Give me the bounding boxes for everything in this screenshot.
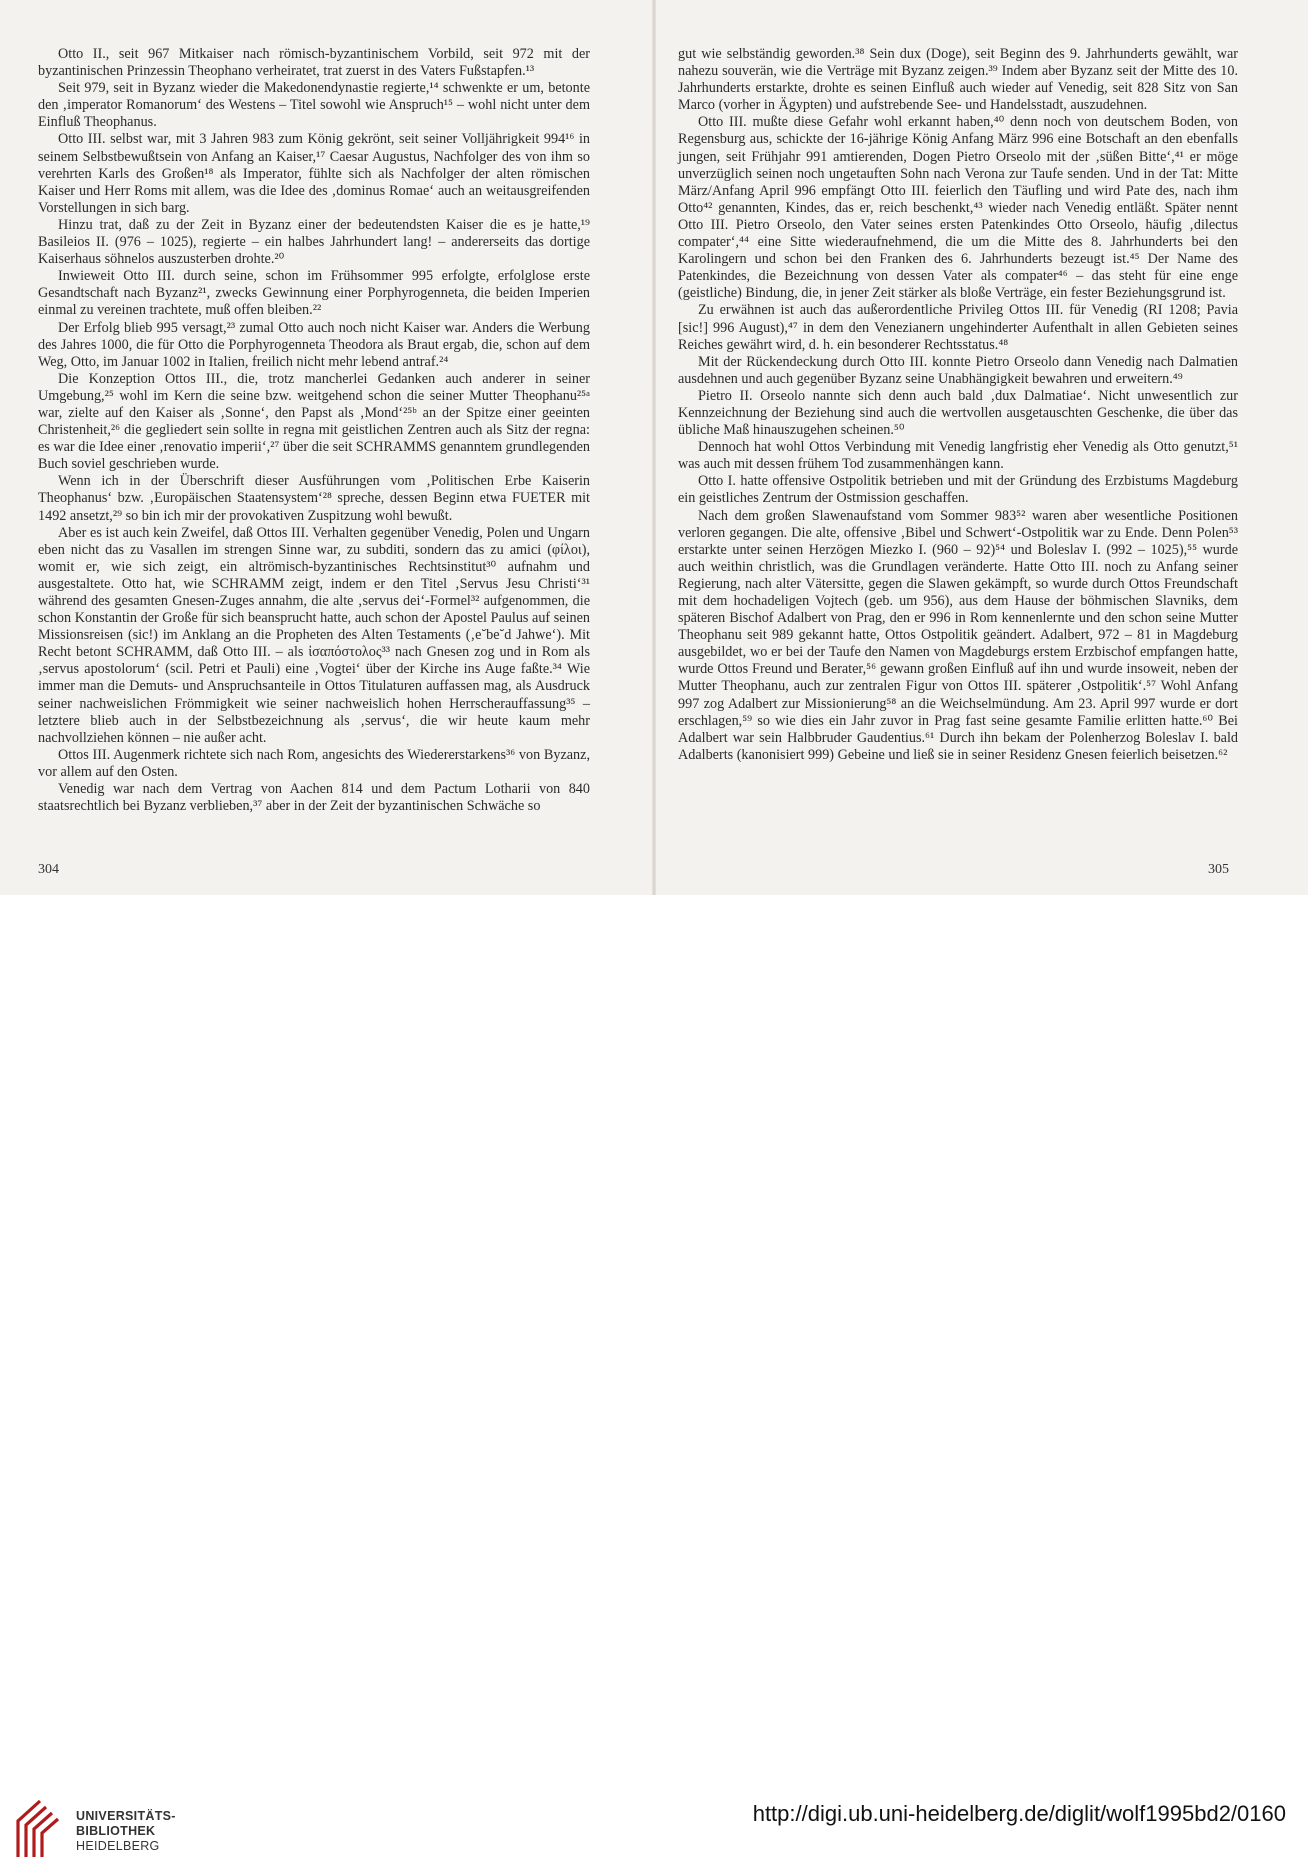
left-paragraph: Wenn ich in der Überschrift dieser Ausführungen vom ‚Politischen Erbe Kaiserin Theophanus‘ bzw. ‚Europäischen Staatensystem‘²⁸ spreche, dessen Beginn etwa FUETER mit 1492 ansetzt,²⁹ so bin ich mir der provokativen Zuspitzung wohl bewußt.	[38, 473, 590, 524]
library-name-line: HEIDELBERG	[76, 1839, 160, 1853]
permalink-url[interactable]: http://digi.ub.uni-heidelberg.de/diglit/wolf1995bd2/0160	[752, 1801, 1286, 1826]
viewer-footer	[0, 895, 1308, 1853]
left-paragraph: Seit 979, seit in Byzanz wieder die Makedonendynastie regierte,¹⁴ schwenkte er um, betonte den ‚imperator Romanorum‘ des Westens – Titel sowohl wie Anspruch¹⁵ – wohl nicht unter dem Einfluß Theophanus.	[38, 80, 590, 131]
left-paragraph: Hinzu trat, daß zu der Zeit in Byzanz einer der bedeutendsten Kaiser die es je hatte,¹⁹ Basileios II. (976 – 1025), regierte – ein halbes Jahrhundert lang! – andererseits das dortige Kaiserhaus söhnelos auszusterben drohte.²⁰	[38, 216, 590, 268]
left-paragraph: Otto II., seit 967 Mitkaiser nach römisch-byzantinischem Vorbild, seit 972 mit der byzantinischen Prinzessin Theophano verheiratet, trat zuerst in des Vaters Fußstapfen.¹³	[38, 46, 590, 80]
right-page	[678, 46, 1238, 764]
ub-heidelberg-logo-icon[interactable]	[14, 1797, 64, 1859]
book-spread	[0, 0, 1308, 895]
left-paragraph: Aber es ist auch kein Zweifel, daß Ottos III. Verhalten gegenüber Venedig, Polen und Ungarn eben nicht das zu Vasallen im strengen Sinne war, zu subditi, sondern das zu amici (φίλοι), womit er, wie sich zeigt, ein altrömisch-byzantinisches Rechtsinstitut³⁰ aufnahm und ausgestaltete. Otto hat, wie SCHRAMM zeigt, indem er den Titel ‚Servus Jesu Christi‘³¹ während des gesamten Gnesen-Zuges annahm, die alte ‚servus dei‘-Formel³² aufgenommen, die schon Konstantin der Große für sich beansprucht hatte, auch schon der Apostel Paulus auf seinen Missionsreisen (sic!) im Anklang an die Propheten des Alten Testaments (‚e˘be˘d Jahwe‘). Mit Recht betont SCHRAMM, daß Otto III. – als ἰσαπόστολος³³ nach Gnesen zog und in Rom als ‚servus apostolorum‘ (scil. Petri et Pauli) eine ‚Vogtei‘ über der Kirche ins Auge faßte.³⁴ Wie immer man die Demuts- und Anspruchsanteile in Ottos Titulaturen auffassen mag, als Ausdruck seiner nachweislichen Frömmigkeit wie seiner nachweislich hohen Herrscherauffassung³⁵ – letztere blieb auch in der Selbstbezeichnung als ‚servus‘, die wir heute kaum mehr nachvollziehen können – nie außer acht.	[38, 524, 590, 746]
right-paragraph: Otto III. mußte diese Gefahr wohl erkannt haben,⁴⁰ denn noch von deutschem Boden, von Regensburg aus, schickte der 16-jährige König Anfang März 996 eine Botschaft an den ebenfalls jungen, seit Frühjahr 991 amtierenden, Dogen Pietro Orseolo mit der ‚süßen Bitte‘,⁴¹ er möge unverzüglich seinen noch ungetauften Sohn nach Verona zur Taufe senden. Und in der Tat: Mitte März/Anfang April 996 empfängt Otto III. feierlich den Täufling und wird Pate des, nach ihm Otto⁴² genannten, Kindes, das er, reich beschenkt,⁴³ wieder nach Venedig entläßt. Später nennt Otto III. Pietro Orseolo, den Vater seines ersten Patenkindes Otto Orseolo, häufig ‚dilectus compater‘,⁴⁴ eine Sitte wiederaufnehmend, die um die Mitte des 8. Jahrhunderts bei den Karolingern und schon bei den Franken des 6. Jahrhunderts bezeugt ist.⁴⁵ Der Name des Patenkindes, die Bezeichnung von dessen Vater als compater⁴⁶ – das steht für eine enge (geistliche) Bindung, die, in jener Zeit stärker als bloße Verträge, ein fester Beziehungsgrund ist.	[678, 114, 1238, 302]
left-paragraph: Venedig war nach dem Vertrag von Aachen 814 und dem Pactum Lotharii von 840 staatsrechtlich bei Byzanz verblieben,³⁷ aber in der Zeit der byzantinischen Schwäche so	[38, 781, 590, 815]
right-paragraph: Zu erwähnen ist auch das außerordentliche Privileg Ottos III. für Venedig (RI 1208; Pavia [sic!] 996 August),⁴⁷ in dem den Venezianern ungehinderter Aufenthalt in allen Gebieten seines Reiches gewährt wird, d. h. ein besonderer Rechtsstatus.⁴⁸	[678, 302, 1238, 353]
left-paragraph: Die Konzeption Ottos III., die, trotz mancherlei Gedanken auch anderer in seiner Umgebung,²⁵ wohl im Kern die seine bzw. weitgehend schon die seiner Mutter Theophanu²⁵ᵃ war, zielte auf den Kaiser als ‚Sonne‘, den Papst als ‚Mond‘²⁵ᵇ an der Spitze einer geeinten Christenheit,²⁶ die gegliedert sein sollte in regna mit geistlichen Zentren auch als Sitz der regna: es war die Idee einer ‚renovatio imperii‘,²⁷ über die seit SCHRAMMS genanntem grundlegenden Buch soviel geschrieben wurde.	[38, 370, 590, 473]
library-name-line: UNIVERSITÄTS-	[76, 1809, 176, 1823]
right-paragraph: Dennoch hat wohl Ottos Verbindung mit Venedig langfristig eher Venedig als Otto genutzt,⁵¹ was auch mit dessen frühem Tod zusammenhängen kann.	[678, 439, 1238, 473]
right-paragraph: Mit der Rückendeckung durch Otto III. konnte Pietro Orseolo dann Venedig nach Dalmatien ausdehnen und auch gegenüber Byzanz seine Unabhängigkeit bewahren und erweitern.⁴⁹	[678, 353, 1238, 387]
library-name-line: BIBLIOTHEK	[76, 1824, 156, 1838]
left-page	[38, 46, 590, 815]
right-paragraph: Nach dem großen Slawenaufstand vom Sommer 983⁵² waren aber wesentliche Positionen verloren gegangen. Die alte, offensive ‚Bibel und Schwert‘-Ostpolitik war zu Ende. Denn Polen⁵³ erstarkte unter seinen Herzögen Miezko I. (960 – 92)⁵⁴ und Boleslav I. (992 – 1025),⁵⁵ wurde auch weithin christlich, was die Grundlagen veränderte. Hatte Otto III. noch zu Anfang seiner Regierung, nach alter Vätersitte, gegen die Slawen gekämpft, so wurde durch Ottos Freundschaft mit dem hochadeligen Vojtech (geb. um 956), aus dem Hause der böhmischen Slavniks, dem späteren Bischof Adalbert von Prag, den er 996 in Rom kennenlernte und den schon seine Mutter Theophanu seit 989 gekannt hatte, Ottos Ostpolitik geändert. Adalbert, 972 – 81 in Magdeburg ausgebildet, wo er bei der Taufe den Namen von Magdeburgs erstem Erzbischof empfangen hatte, wurde Ottos Freund und Berater,⁵⁶ gewann großen Einfluß auf ihn und wurde insoweit, neben der Mutter Theophanu, auch zur zentralen Figur von Ottos III. späterer ‚Ostpolitik‘.⁵⁷ Wohl Anfang 997 zog Adalbert zur Missionierung⁵⁸ an die Weichselmündung. Am 23. April 997 wurde er dort erschlagen,⁵⁹ so wie dies ein Jahr zuvor in Prag fast seine gesamte Familie erlitten hatte.⁶⁰ Bei Adalbert war sein Halbbruder Gaudentius.⁶¹ Durch ihn bekam der Polenherzog Boleslav I. bald Adalberts (kanonisiert 999) Gebeine und ließ sie in seiner Residenz Gnesen feierlich beisetzen.⁶²	[678, 507, 1238, 763]
page-number-left: 304	[38, 862, 59, 877]
right-paragraph: gut wie selbständig geworden.³⁸ Sein dux (Doge), seit Beginn des 9. Jahrhunderts gewählt, war nahezu souverän, wie die Verträge mit Byzanz zeigen.³⁹ Indem aber Byzanz seit der Mitte des 10. Jahrhunderts erstarkte, drohte es seinen Einfluß auch wieder auf Venedig, seit 828 Sitz von San Marco (vorher in Ägypten) und aufstrebende See- und Handelsstadt, auszudehnen.	[678, 46, 1238, 114]
left-paragraph: Ottos III. Augenmerk richtete sich nach Rom, angesichts des Wiedererstarkens³⁶ von Byzanz, vor allem auf den Osten.	[38, 746, 590, 780]
page-gutter	[652, 0, 656, 895]
left-paragraph: Otto III. selbst war, mit 3 Jahren 983 zum König gekrönt, seit seiner Volljährigkeit 994¹⁶ in seinem Selbstbewußtsein von Anfang an Kaiser,¹⁷ Caesar Augustus, Nachfolger des von ihm so verehrten Karls des Großen¹⁸ als Imperator, fühlte sich als Nachfolger der alten römischen Kaiser und Herr Roms mit allem, was die Idee des ‚dominus Romae‘ auch an weitausgreifenden Vorstellungen in sich barg.	[38, 131, 590, 216]
page-number-right: 305	[1208, 862, 1229, 877]
left-paragraph: Der Erfolg blieb 995 versagt,²³ zumal Otto auch noch nicht Kaiser war. Anders die Werbung des Jahres 1000, die für Otto die Porphyrogenneta Theodora als Braut ergab, die, schon auf dem Weg, Otto, im Januar 1002 in Italien, freilich nicht mehr lebend antraf.²⁴	[38, 319, 590, 370]
right-paragraph: Pietro II. Orseolo nannte sich denn auch bald ‚dux Dalmatiae‘. Nicht unwesentlich zur Kennzeichnung der Beziehung sind auch die wertvollen ausgetauschten Geschenke, die über das übliche Maß hinauszugehen scheinen.⁵⁰	[678, 387, 1238, 439]
library-name	[76, 1809, 176, 1854]
right-paragraph: Otto I. hatte offensive Ostpolitik betrieben und mit der Gründung des Erzbistums Magdeburg ein geistliches Zentrum der Ostmission geschaffen.	[678, 473, 1238, 507]
left-paragraph: Inwieweit Otto III. durch seine, schon im Frühsommer 995 erfolgte, erfolglose erste Gesandtschaft nach Byzanz²¹, zwecks Gewinnung einer Porphyrogenneta, die beiden Imperien einmal zu vereinen trachtete, muß offen bleiben.²²	[38, 268, 590, 319]
